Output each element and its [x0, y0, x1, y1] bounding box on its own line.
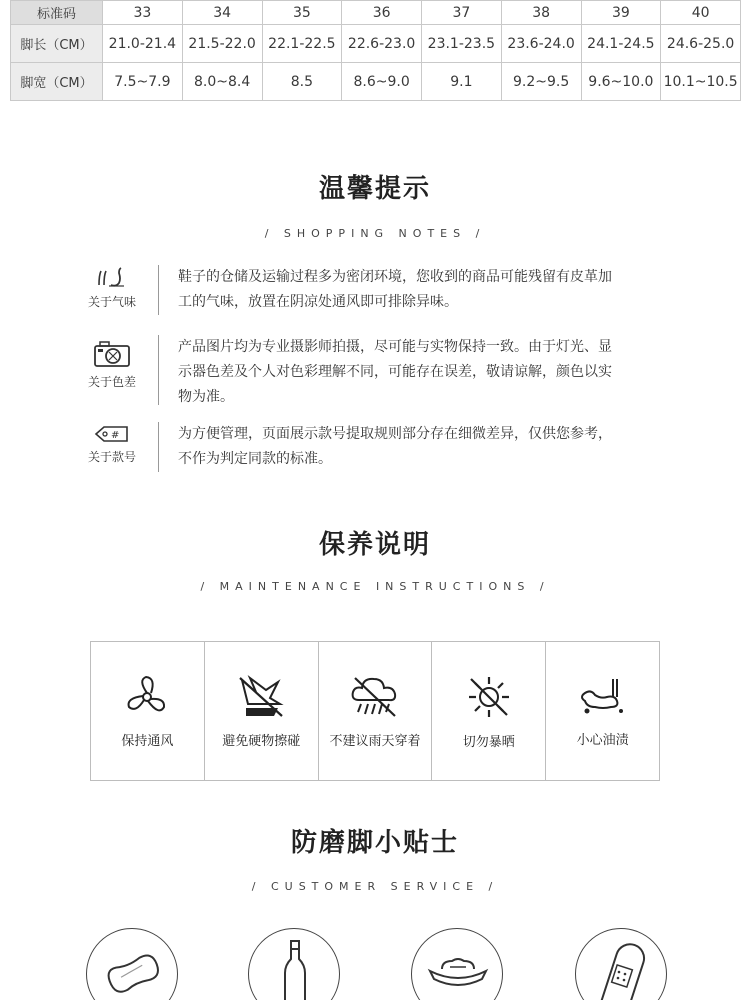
size-cell: 9.2~9.5 — [501, 63, 581, 101]
size-cell: 34 — [182, 1, 262, 25]
note-icon-label: 关于气味 — [87, 295, 136, 309]
tips-subtitle: / CUSTOMER SERVICE / — [251, 880, 499, 893]
note-line: 产品图片均为专业摄影师拍摄，尽可能与实物保持一致。由于灯光、显 — [178, 339, 612, 355]
note-style-number — [80, 422, 680, 477]
care-item — [431, 642, 545, 780]
note-icon-block — [80, 424, 144, 465]
divider — [158, 265, 159, 315]
size-cell: 23.1-23.5 — [422, 25, 502, 63]
note-icon-label: 关于色差 — [87, 375, 136, 389]
care-label: 小心油渍 — [576, 732, 629, 748]
note-text — [178, 335, 678, 410]
size-cell: 39 — [581, 1, 661, 25]
tips-title: 防磨脚小贴士 — [290, 828, 459, 858]
size-cell: 24.6-25.0 — [661, 25, 741, 63]
size-cell: 10.1~10.5 — [661, 63, 741, 101]
tip-circle-sponge — [86, 928, 178, 1000]
size-cell: 9.1 — [422, 63, 502, 101]
size-cell: 35 — [262, 1, 342, 25]
note-text — [178, 422, 678, 472]
size-cell: 24.1-24.5 — [581, 25, 661, 63]
row-header: 脚长（CM） — [11, 25, 103, 63]
size-row-width — [11, 63, 741, 101]
notes-subtitle: / SHOPPING NOTES / — [264, 227, 486, 240]
size-cell: 21.0-21.4 — [103, 25, 183, 63]
no-scratch-icon — [236, 674, 286, 720]
note-line: 为方便管理，页面展示款号提取规则部分存在细微差异，仅供您参考， — [178, 426, 612, 442]
note-smell — [80, 265, 680, 320]
size-cell: 7.5~7.9 — [103, 63, 183, 101]
note-line: 工的气味，放置在阴凉处通风即可排除异味。 — [178, 294, 458, 310]
note-line: 鞋子的仓储及运输过程多为密闭环境，您收到的商品可能残留有皮革加 — [178, 269, 612, 285]
note-text — [178, 265, 678, 315]
size-cell: 33 — [103, 1, 183, 25]
tip-circle-soap-dish — [411, 928, 503, 1000]
oil-stain-icon — [577, 675, 629, 719]
note-icon-label: 关于款号 — [87, 450, 136, 464]
size-cell: 23.6-24.0 — [501, 25, 581, 63]
bottle-icon — [249, 929, 340, 1000]
size-cell: 8.0~8.4 — [182, 63, 262, 101]
care-label: 避免硬物擦碰 — [222, 733, 301, 749]
size-cell: 40 — [661, 1, 741, 25]
note-color — [80, 335, 680, 410]
tip-circle-bottle — [248, 928, 340, 1000]
care-item — [545, 642, 659, 780]
note-line: 不作为判定同款的标准。 — [178, 451, 332, 467]
size-cell: 21.5-22.0 — [182, 25, 262, 63]
size-row-length — [11, 25, 741, 63]
row-header: 脚宽（CM） — [11, 63, 103, 101]
tip-circle-bandage — [575, 928, 667, 1000]
fan-icon — [124, 674, 170, 720]
care-label: 保持通风 — [121, 733, 174, 749]
size-table — [10, 0, 741, 101]
divider — [158, 422, 159, 472]
care-title: 保养说明 — [318, 530, 431, 560]
size-cell: 36 — [342, 1, 422, 25]
size-cell: 8.6~9.0 — [342, 63, 422, 101]
size-row-standard — [11, 1, 741, 25]
care-item — [91, 642, 204, 780]
smell-icon — [95, 265, 129, 289]
no-rain-icon — [349, 674, 401, 720]
care-item — [318, 642, 432, 780]
care-grid — [90, 641, 660, 781]
care-subtitle: / MAINTENANCE INSTRUCTIONS / — [200, 580, 550, 593]
camera-icon — [92, 339, 132, 369]
sponge-icon — [87, 929, 178, 1000]
note-line: 物为准。 — [178, 389, 234, 405]
soap-dish-icon — [412, 929, 503, 1000]
note-icon-block — [80, 339, 144, 390]
size-cell: 38 — [501, 1, 581, 25]
care-label: 不建议雨天穿着 — [329, 733, 421, 749]
note-icon-block — [80, 265, 144, 310]
size-cell: 22.1-22.5 — [262, 25, 342, 63]
size-cell: 9.6~10.0 — [581, 63, 661, 101]
size-cell: 37 — [422, 1, 502, 25]
svg-text:#: # — [111, 430, 120, 441]
size-cell: 8.5 — [262, 63, 342, 101]
care-item — [204, 642, 318, 780]
notes-title: 温馨提示 — [318, 174, 431, 204]
row-header: 标准码 — [11, 1, 103, 25]
note-line: 示器色差及个人对色彩理解不同，可能存在误差，敬请谅解，颜色以实 — [178, 364, 612, 380]
no-sun-icon — [465, 673, 513, 721]
bandage-icon — [576, 929, 667, 1000]
care-label: 切勿暴晒 — [462, 734, 515, 750]
divider — [158, 335, 159, 405]
tag-icon — [94, 424, 130, 444]
size-cell: 22.6-23.0 — [342, 25, 422, 63]
